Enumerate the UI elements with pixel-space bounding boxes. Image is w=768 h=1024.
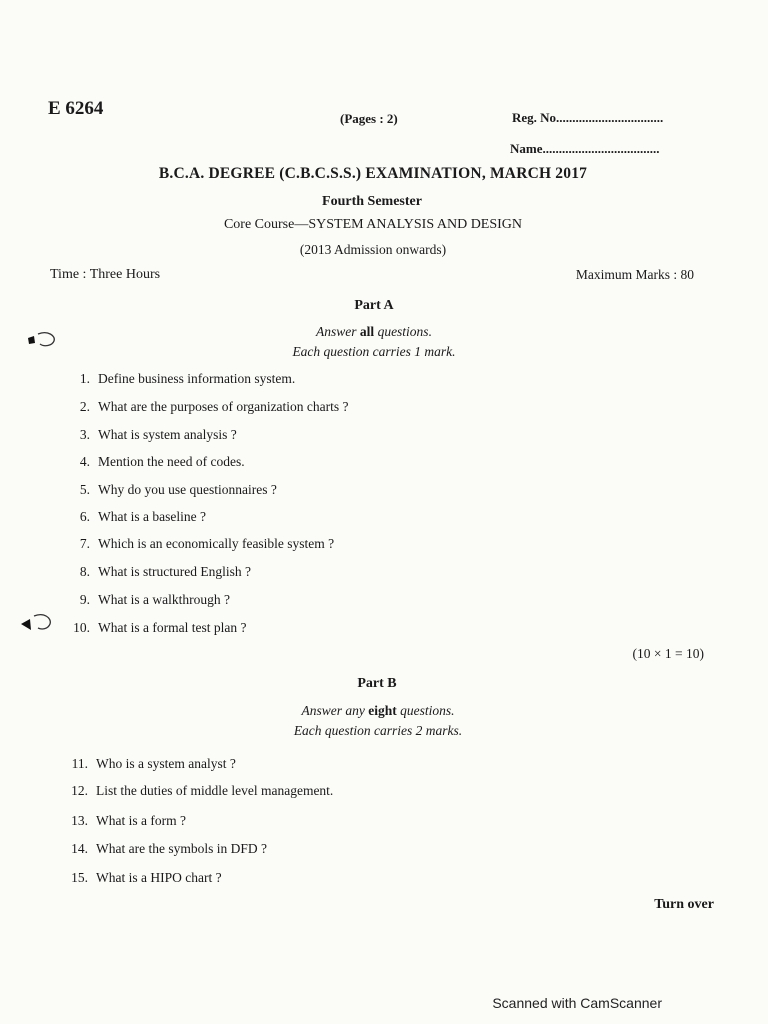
question-number: 13. [71, 813, 88, 828]
part-a-instruction-suffix: questions. [374, 324, 432, 339]
question-number: 7. [79, 536, 90, 551]
punch-hole-mark [24, 328, 58, 350]
question-item [56, 371, 295, 387]
question-number: 15. [71, 870, 88, 885]
question-item [56, 592, 230, 608]
question-text: What is a formal test plan ? [98, 620, 247, 635]
question-text: What is a baseline ? [98, 509, 206, 524]
question-item [54, 783, 333, 799]
question-text: Why do you use questionnaires ? [98, 482, 277, 497]
question-item [56, 399, 349, 415]
question-number: 12. [71, 783, 88, 798]
question-text: Mention the need of codes. [98, 454, 245, 469]
part-a-marks-tally: (10 × 1 = 10) [632, 646, 704, 661]
turn-over-note: Turn over [654, 897, 714, 912]
question-number: 6. [79, 509, 90, 524]
question-number: 11. [71, 756, 88, 771]
question-number: 2. [79, 399, 90, 414]
course-name: Core Course—SYSTEM ANALYSIS AND DESIGN [223, 217, 523, 232]
question-text: What is a form ? [96, 813, 186, 828]
question-item [54, 870, 222, 886]
question-text: What is a HIPO chart ? [96, 870, 222, 885]
question-text: Define business information system. [98, 371, 296, 386]
part-a-instruction-prefix: Answer [316, 324, 360, 339]
question-text: What are the symbols in DFD ? [96, 841, 267, 856]
part-a-heading: Part A [354, 298, 394, 313]
part-b-instruction-suffix: questions. [396, 703, 455, 718]
paper-code: E 6264 [48, 98, 104, 119]
question-text: Who is a system analyst ? [96, 756, 236, 771]
part-b-instruction-prefix: Answer any [301, 703, 369, 718]
question-text: List the duties of middle level management. [96, 783, 334, 798]
question-item [54, 813, 186, 829]
part-b-heading: Part B [357, 676, 397, 691]
question-item [56, 509, 206, 525]
question-item [56, 536, 334, 552]
part-b-marks-note: Each question carries 2 marks. [293, 723, 463, 738]
question-text: What is structured English ? [98, 564, 251, 579]
question-item [56, 427, 237, 443]
part-b-instruction-emph: eight [368, 703, 397, 718]
question-item [54, 841, 267, 857]
maximum-marks: Maximum Marks : 80 [575, 267, 694, 282]
question-item [54, 756, 236, 772]
part-a-instruction [0, 324, 748, 340]
question-text: What are the purposes of organization charts ? [98, 399, 349, 414]
reg-no-field: Reg. No................................. [512, 110, 664, 125]
question-number: 8. [79, 564, 90, 579]
question-item [56, 564, 251, 580]
exam-title: B.C.A. DEGREE (C.B.C.S.S.) EXAMINATION, MARCH 2017 [158, 165, 588, 182]
question-number: 14. [71, 841, 88, 856]
question-number: 9. [79, 592, 90, 607]
part-a-marks-note: Each question carries 1 mark. [292, 344, 456, 359]
question-text: What is a walkthrough ? [98, 592, 230, 607]
question-text: What is system analysis ? [98, 427, 237, 442]
exam-duration: Time : Three Hours [50, 267, 161, 282]
question-text: Which is an economically feasible system ? [98, 536, 335, 551]
question-item [56, 454, 245, 470]
question-number: 5. [79, 482, 90, 497]
name-field: Name.................................... [510, 141, 660, 156]
question-number: 10. [73, 620, 90, 635]
page-count: (Pages : 2) [340, 111, 398, 126]
question-number: 4. [79, 454, 90, 469]
scanner-watermark: Scanned with CamScanner [492, 995, 662, 1011]
admission-note: (2013 Admission onwards) [299, 242, 447, 257]
part-b-instruction [0, 703, 756, 719]
semester: Fourth Semester [322, 194, 422, 209]
question-item [56, 620, 246, 636]
part-a-instruction-emph: all [359, 324, 375, 339]
punch-hole-mark-lower [18, 610, 54, 636]
question-item [56, 482, 277, 498]
question-number: 3. [79, 427, 90, 442]
question-number: 1. [79, 371, 90, 386]
